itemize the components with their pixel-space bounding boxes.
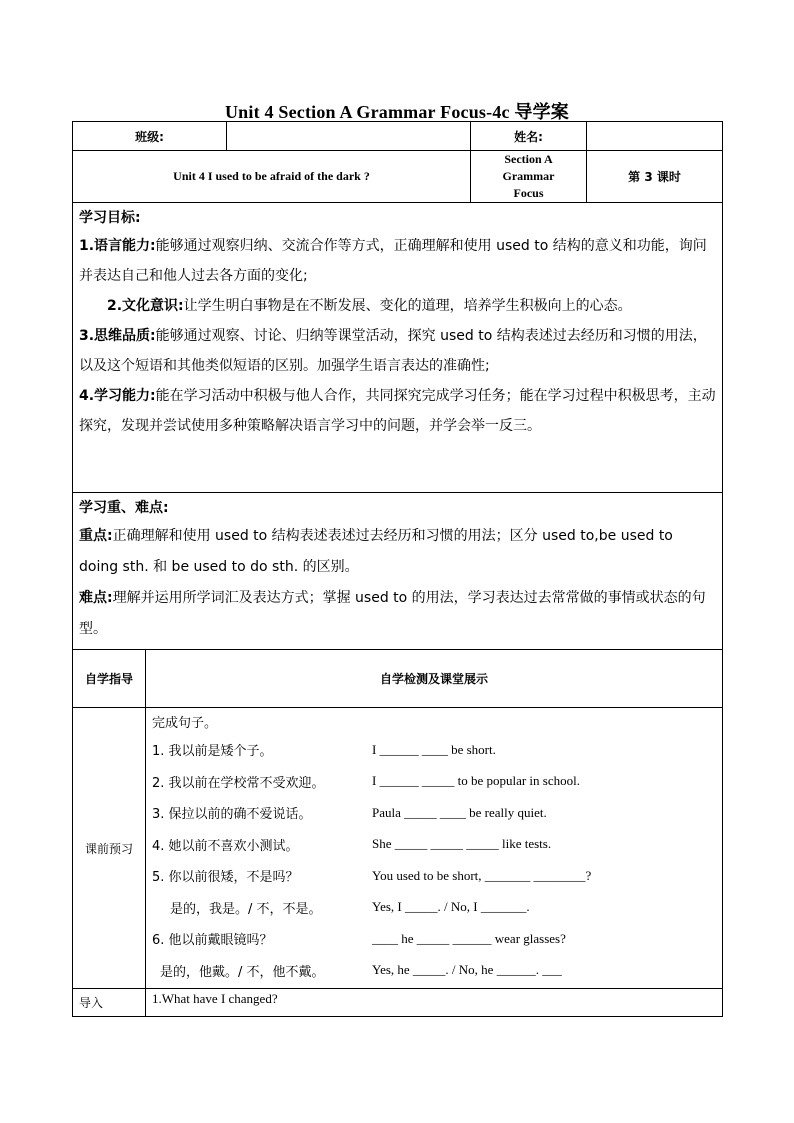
- name-label: 姓名:: [471, 122, 587, 151]
- exercise-row: 4. 她以前不喜欢小测试。 She _____ _____ _____ like tests.: [152, 836, 552, 854]
- unit-title: Unit 4 I used to be afraid of the dark ?: [73, 151, 471, 203]
- col-self-check: 自学检测及课堂展示: [146, 650, 723, 708]
- col-self-guide: 自学指导: [73, 650, 146, 708]
- exercise-row: 是的，我是。/ 不，不是。 Yes, I _____. / No, I _______.: [170, 899, 530, 917]
- section-line: Focus: [513, 186, 544, 200]
- section-label: [471, 151, 587, 203]
- exercise-answer[interactable]: Yes, I _____. / No, I _______.: [372, 899, 530, 915]
- guide-table: [72, 121, 723, 1017]
- exercise-row: 3. 保拉以前的确不爱说话。 Paula _____ ____ be really quiet.: [152, 804, 547, 823]
- objective-item: 4.学习能力:能在学习活动中积极与他人合作，共同探究完成学习任务；能在学习过程中积极思考，主动探究，发现并尝试使用多种策略解决语言学习中的问题，并学会举一反三。: [79, 388, 716, 434]
- period-label: 第 3 课时: [587, 151, 723, 203]
- info-row: [73, 122, 723, 151]
- keypoints-section: [73, 493, 722, 648]
- exercise-row: 是的，他戴。/ 不，他不戴。 Yes, he _____. / No, he ______. ___: [160, 962, 562, 980]
- objective-item: 1.语言能力:能够通过观察归纳、交流合作等方式，正确理解和使用 used to 结构的意义和功能，询问并表达自己和他人过去各方面的变化;: [79, 238, 707, 284]
- intro-text: 1.What have I changed?: [146, 989, 723, 1017]
- preview-label: 课前预习: [73, 708, 146, 989]
- intro-row: [73, 989, 723, 1017]
- preview-row: [73, 708, 723, 989]
- objectives-heading: 学习目标:: [79, 210, 141, 226]
- difficult-point: 难点:理解并运用所学词汇及表达方式；掌握 used to 的用法，学习表达过去常常做的事情或状态的句型。: [79, 590, 706, 637]
- exercise-answer[interactable]: I ______ ____ be short.: [372, 741, 496, 757]
- section-line: Grammar: [502, 169, 555, 183]
- objectives-section: [73, 203, 722, 444]
- exercise-answer[interactable]: She _____ _____ _____ like tests.: [372, 836, 552, 852]
- exercise-row: 1. 我以前是矮个子。 I ______ ____ be short.: [152, 741, 496, 760]
- exercise-answer[interactable]: I ______ _____ to be popular in school.: [372, 773, 580, 789]
- class-field[interactable]: [227, 122, 471, 151]
- name-field[interactable]: [587, 122, 723, 151]
- unit-row: [73, 151, 723, 203]
- exercise-answer[interactable]: ____ he _____ ______ wear glasses?: [372, 930, 566, 946]
- exercise-row: 5. 你以前很矮，不是吗？ You used to be short, _______ ________?: [152, 867, 592, 886]
- key-point: 重点:正确理解和使用 used to 结构表述表述过去经历和习惯的用法；区分 used to,be used to doing sth. 和 be used to do sth. 的区别。: [79, 528, 673, 575]
- columns-row: [73, 650, 723, 708]
- exercise-row: 6. 他以前戴眼镜吗？ ____ he _____ ______ wear glasses?: [152, 930, 566, 949]
- objectives-row: [73, 203, 723, 493]
- keypoints-row: [73, 493, 723, 650]
- exercise-answer[interactable]: You used to be short, _______ ________?: [372, 867, 592, 883]
- intro-label: 导入: [73, 989, 146, 1017]
- keypoints-heading: 学习重、难点:: [79, 500, 169, 516]
- section-line: Section A: [504, 152, 553, 166]
- exercise-answer[interactable]: Paula _____ ____ be really quiet.: [372, 804, 547, 820]
- page-title: Unit 4 Section A Grammar Focus-4c 导学案: [224, 102, 570, 122]
- exercise-answer[interactable]: Yes, he _____. / No, he ______. ___: [372, 962, 562, 978]
- preview-exercises: [146, 708, 722, 986]
- objective-item: 3.思维品质:能够通过观察、讨论、归纳等课堂活动，探究 used to 结构表述过去经历和习惯的用法，以及这个短语和其他类似短语的区别。加强学生语言表达的准确性;: [79, 328, 707, 374]
- preview-instruction: 完成句子。: [152, 715, 218, 731]
- class-label: 班级:: [73, 122, 227, 151]
- exercise-row: 2. 我以前在学校常不受欢迎。 I ______ _____ to be popular in school.: [152, 773, 580, 791]
- objective-item: 2.文化意识:让学生明白事物是在不断发展、变化的道理，培养学生积极向上的心态。: [107, 298, 632, 314]
